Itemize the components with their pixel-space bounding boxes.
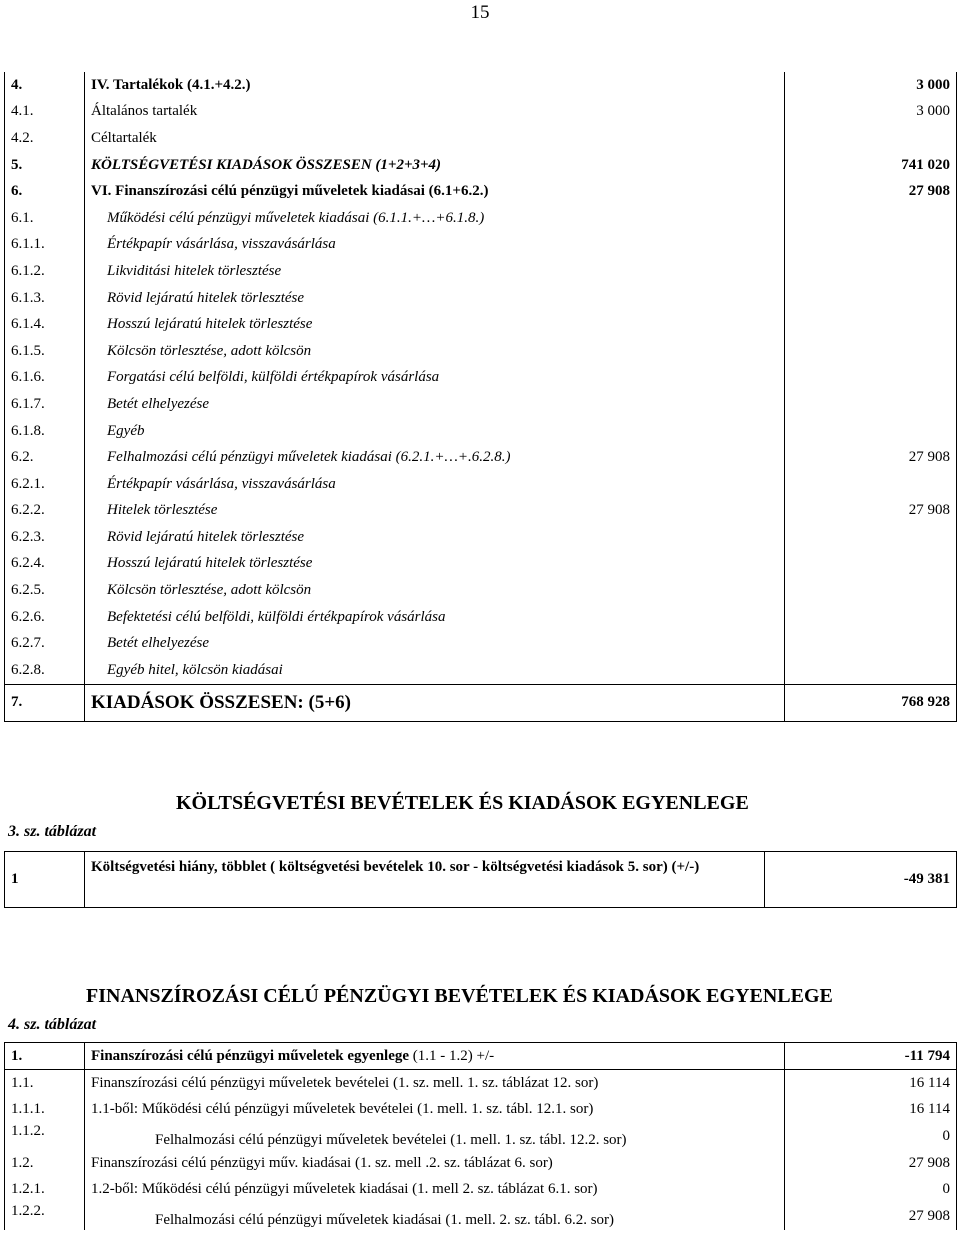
row-value: 16 114 — [785, 1097, 957, 1123]
row-label-plain: (1.1 - 1.2) +/- — [409, 1047, 495, 1064]
row-number: 4.1. — [5, 99, 85, 126]
table-row — [5, 338, 957, 365]
row-label: VI. Finanszírozási célú pénzügyi műveletek kiadásai (6.1+6.2.) — [85, 178, 785, 205]
row-value — [785, 125, 957, 152]
financing-table-body — [5, 1070, 957, 1230]
row-number: 6.1.2. — [5, 258, 85, 285]
row-label: Befektetési célú belföldi, külföldi értékpapírok vásárlása — [85, 604, 785, 631]
total-row — [5, 684, 957, 721]
table-row — [5, 232, 957, 259]
row-value: 0 — [785, 1123, 957, 1150]
financing-table — [4, 1042, 957, 1230]
row-label: KIADÁSOK ÖSSZESEN: (5+6) — [85, 684, 785, 721]
table-row — [5, 444, 957, 471]
table-row — [5, 471, 957, 498]
row-label: Költségvetési hiány, többlet ( költségvetési bevételek 10. sor - költségvetési kiadások 5. sor) (+/-) — [85, 852, 765, 908]
row-number: 6.2.4. — [5, 551, 85, 578]
row-label: Likviditási hitelek törlesztése — [85, 258, 785, 285]
row-value — [785, 524, 957, 551]
table-row — [5, 1203, 957, 1230]
row-label: Finanszírozási célú pénzügyi műveletek bevételei (1. sz. mell. 1. sz. táblázat 12. sor) — [85, 1070, 785, 1097]
table-row — [5, 99, 957, 126]
section4-title: FINANSZÍROZÁSI CÉLÚ PÉNZÜGYI BEVÉTELEK ÉS KIADÁSOK EGYENLEGE — [86, 985, 833, 1007]
row-value — [785, 604, 957, 631]
table-row — [5, 418, 957, 445]
table-row — [5, 365, 957, 392]
row-value: 0 — [785, 1176, 957, 1202]
row-value — [785, 232, 957, 259]
row-number: 6.1.6. — [5, 365, 85, 392]
row-number: 1. — [5, 1043, 85, 1070]
table-row — [5, 178, 957, 205]
table-row — [5, 551, 957, 578]
table-row — [5, 604, 957, 631]
row-label: Felhalmozási célú pénzügyi műveletek bevételei (1. mell. 1. sz. tábl. 12.2. sor) — [85, 1123, 785, 1150]
row-number: 1 — [5, 852, 85, 908]
expenditure-table — [4, 72, 957, 722]
row-label: Egyéb — [85, 418, 785, 445]
row-number: 6.1.1. — [5, 232, 85, 259]
table-row — [5, 285, 957, 312]
row-label: Kölcsön törlesztése, adott kölcsön — [85, 577, 785, 604]
row-number: 6.1.4. — [5, 311, 85, 338]
row-number: 4. — [5, 72, 85, 99]
row-number: 6. — [5, 178, 85, 205]
row-value: -49 381 — [765, 852, 957, 908]
row-label: Működési célú pénzügyi műveletek kiadásai (6.1.1.+…+6.1.8.) — [85, 205, 785, 232]
row-value — [785, 391, 957, 418]
table-row — [5, 205, 957, 232]
row-number: 6.1.5. — [5, 338, 85, 365]
section4-label: 4. sz. táblázat — [8, 1016, 97, 1033]
row-value — [785, 551, 957, 578]
row-value — [785, 285, 957, 312]
row-label: Általános tartalék — [85, 99, 785, 126]
row-label: Felhalmozási célú pénzügyi műveletek kiadásai (1. mell. 2. sz. tábl. 6.2. sor) — [85, 1203, 785, 1230]
row-value — [785, 365, 957, 392]
row-number: 1.2.1. — [5, 1176, 85, 1202]
row-value — [785, 630, 957, 657]
row-label: Rövid lejáratú hitelek törlesztése — [85, 524, 785, 551]
row-label: Értékpapír vásárlása, visszavásárlása — [85, 232, 785, 259]
row-value: 27 908 — [785, 498, 957, 525]
section3-title: KÖLTSÉGVETÉSI BEVÉTELEK ÉS KIADÁSOK EGYENLEGE — [176, 792, 749, 814]
row-number: 6.1.3. — [5, 285, 85, 312]
row-number: 6.2.6. — [5, 604, 85, 631]
row-value — [785, 205, 957, 232]
row-number: 6.2.8. — [5, 657, 85, 684]
row-label: 1.2-ből: Működési célú pénzügyi műveletek kiadásai (1. mell 2. sz. táblázat 6.1. sor) — [85, 1176, 785, 1202]
row-number: 6.2.7. — [5, 630, 85, 657]
row-number: 1.1.1. — [5, 1097, 85, 1123]
row-value: 741 020 — [785, 152, 957, 179]
row-label: 1.1-ből: Működési célú pénzügyi műveletek bevételei (1. mell. 1. sz. tábl. 12.1. sor) — [85, 1097, 785, 1123]
row-label: Hosszú lejáratú hitelek törlesztése — [85, 551, 785, 578]
row-label — [85, 1043, 785, 1070]
row-number: 1.2. — [5, 1150, 85, 1176]
row-number: 6.1. — [5, 205, 85, 232]
section3-label: 3. sz. táblázat — [8, 823, 97, 840]
table-row — [5, 630, 957, 657]
row-value: 27 908 — [785, 1150, 957, 1176]
row-number: 6.2.1. — [5, 471, 85, 498]
table-row — [5, 524, 957, 551]
row-number: 4.2. — [5, 125, 85, 152]
row-value: 16 114 — [785, 1070, 957, 1097]
row-number: 5. — [5, 152, 85, 179]
table-row — [5, 152, 957, 179]
row-label: Hitelek törlesztése — [85, 498, 785, 525]
row-value — [785, 657, 957, 684]
table-row — [5, 498, 957, 525]
row-value — [785, 311, 957, 338]
table-row — [5, 1097, 957, 1123]
row-number: 6.2. — [5, 444, 85, 471]
row-value — [785, 338, 957, 365]
row-number: 7. — [5, 684, 85, 721]
row-label: IV. Tartalékok (4.1.+4.2.) — [85, 72, 785, 99]
row-value: 3 000 — [785, 99, 957, 126]
row-number: 1.2.2. — [5, 1203, 85, 1230]
row-label: Betét elhelyezése — [85, 630, 785, 657]
row-number: 6.2.5. — [5, 577, 85, 604]
page-number: 15 — [470, 2, 490, 23]
expenditure-table-body — [5, 72, 957, 684]
row-label: Céltartalék — [85, 125, 785, 152]
row-label: Kölcsön törlesztése, adott kölcsön — [85, 338, 785, 365]
table-row — [5, 1070, 957, 1097]
row-value: -11 794 — [785, 1043, 957, 1070]
table-row — [5, 311, 957, 338]
row-value — [785, 418, 957, 445]
row-value: 27 908 — [785, 444, 957, 471]
row-label: Forgatási célú belföldi, külföldi értékpapírok vásárlása — [85, 365, 785, 392]
row-value: 3 000 — [785, 72, 957, 99]
row-label: Értékpapír vásárlása, visszavásárlása — [85, 471, 785, 498]
row-label: KÖLTSÉGVETÉSI KIADÁSOK ÖSSZESEN (1+2+3+4) — [85, 152, 785, 179]
table-row — [5, 1176, 957, 1202]
balance-row — [5, 852, 957, 908]
table-row — [5, 1123, 957, 1150]
balance-table — [4, 851, 957, 908]
row-number: 1.1. — [5, 1070, 85, 1097]
table-row — [5, 577, 957, 604]
table-row — [5, 125, 957, 152]
row-value — [785, 471, 957, 498]
table-row — [5, 258, 957, 285]
row-value: 27 908 — [785, 1203, 957, 1230]
table-row — [5, 391, 957, 418]
row-value — [785, 258, 957, 285]
row-label: Hosszú lejáratú hitelek törlesztése — [85, 311, 785, 338]
row-number: 6.1.8. — [5, 418, 85, 445]
table-row — [5, 72, 957, 99]
row-label: Egyéb hitel, kölcsön kiadásai — [85, 657, 785, 684]
row-label: Felhalmozási célú pénzügyi műveletek kiadásai (6.2.1.+…+.6.2.8.) — [85, 444, 785, 471]
row-label-bold: Finanszírozási célú pénzügyi műveletek egyenlege — [91, 1047, 410, 1064]
row-label: Finanszírozási célú pénzügyi műv. kiadásai (1. sz. mell .2. sz. táblázat 6. sor) — [85, 1150, 785, 1176]
row-label: Rövid lejáratú hitelek törlesztése — [85, 285, 785, 312]
row-number: 6.1.7. — [5, 391, 85, 418]
row-value — [785, 577, 957, 604]
row-number: 1.1.2. — [5, 1123, 85, 1150]
row-number: 6.2.3. — [5, 524, 85, 551]
row-label: Betét elhelyezése — [85, 391, 785, 418]
row-value: 768 928 — [785, 684, 957, 721]
table-row — [5, 657, 957, 684]
row-value: 27 908 — [785, 178, 957, 205]
table-row — [5, 1150, 957, 1176]
row-number: 6.2.2. — [5, 498, 85, 525]
financing-header-row — [5, 1043, 957, 1070]
